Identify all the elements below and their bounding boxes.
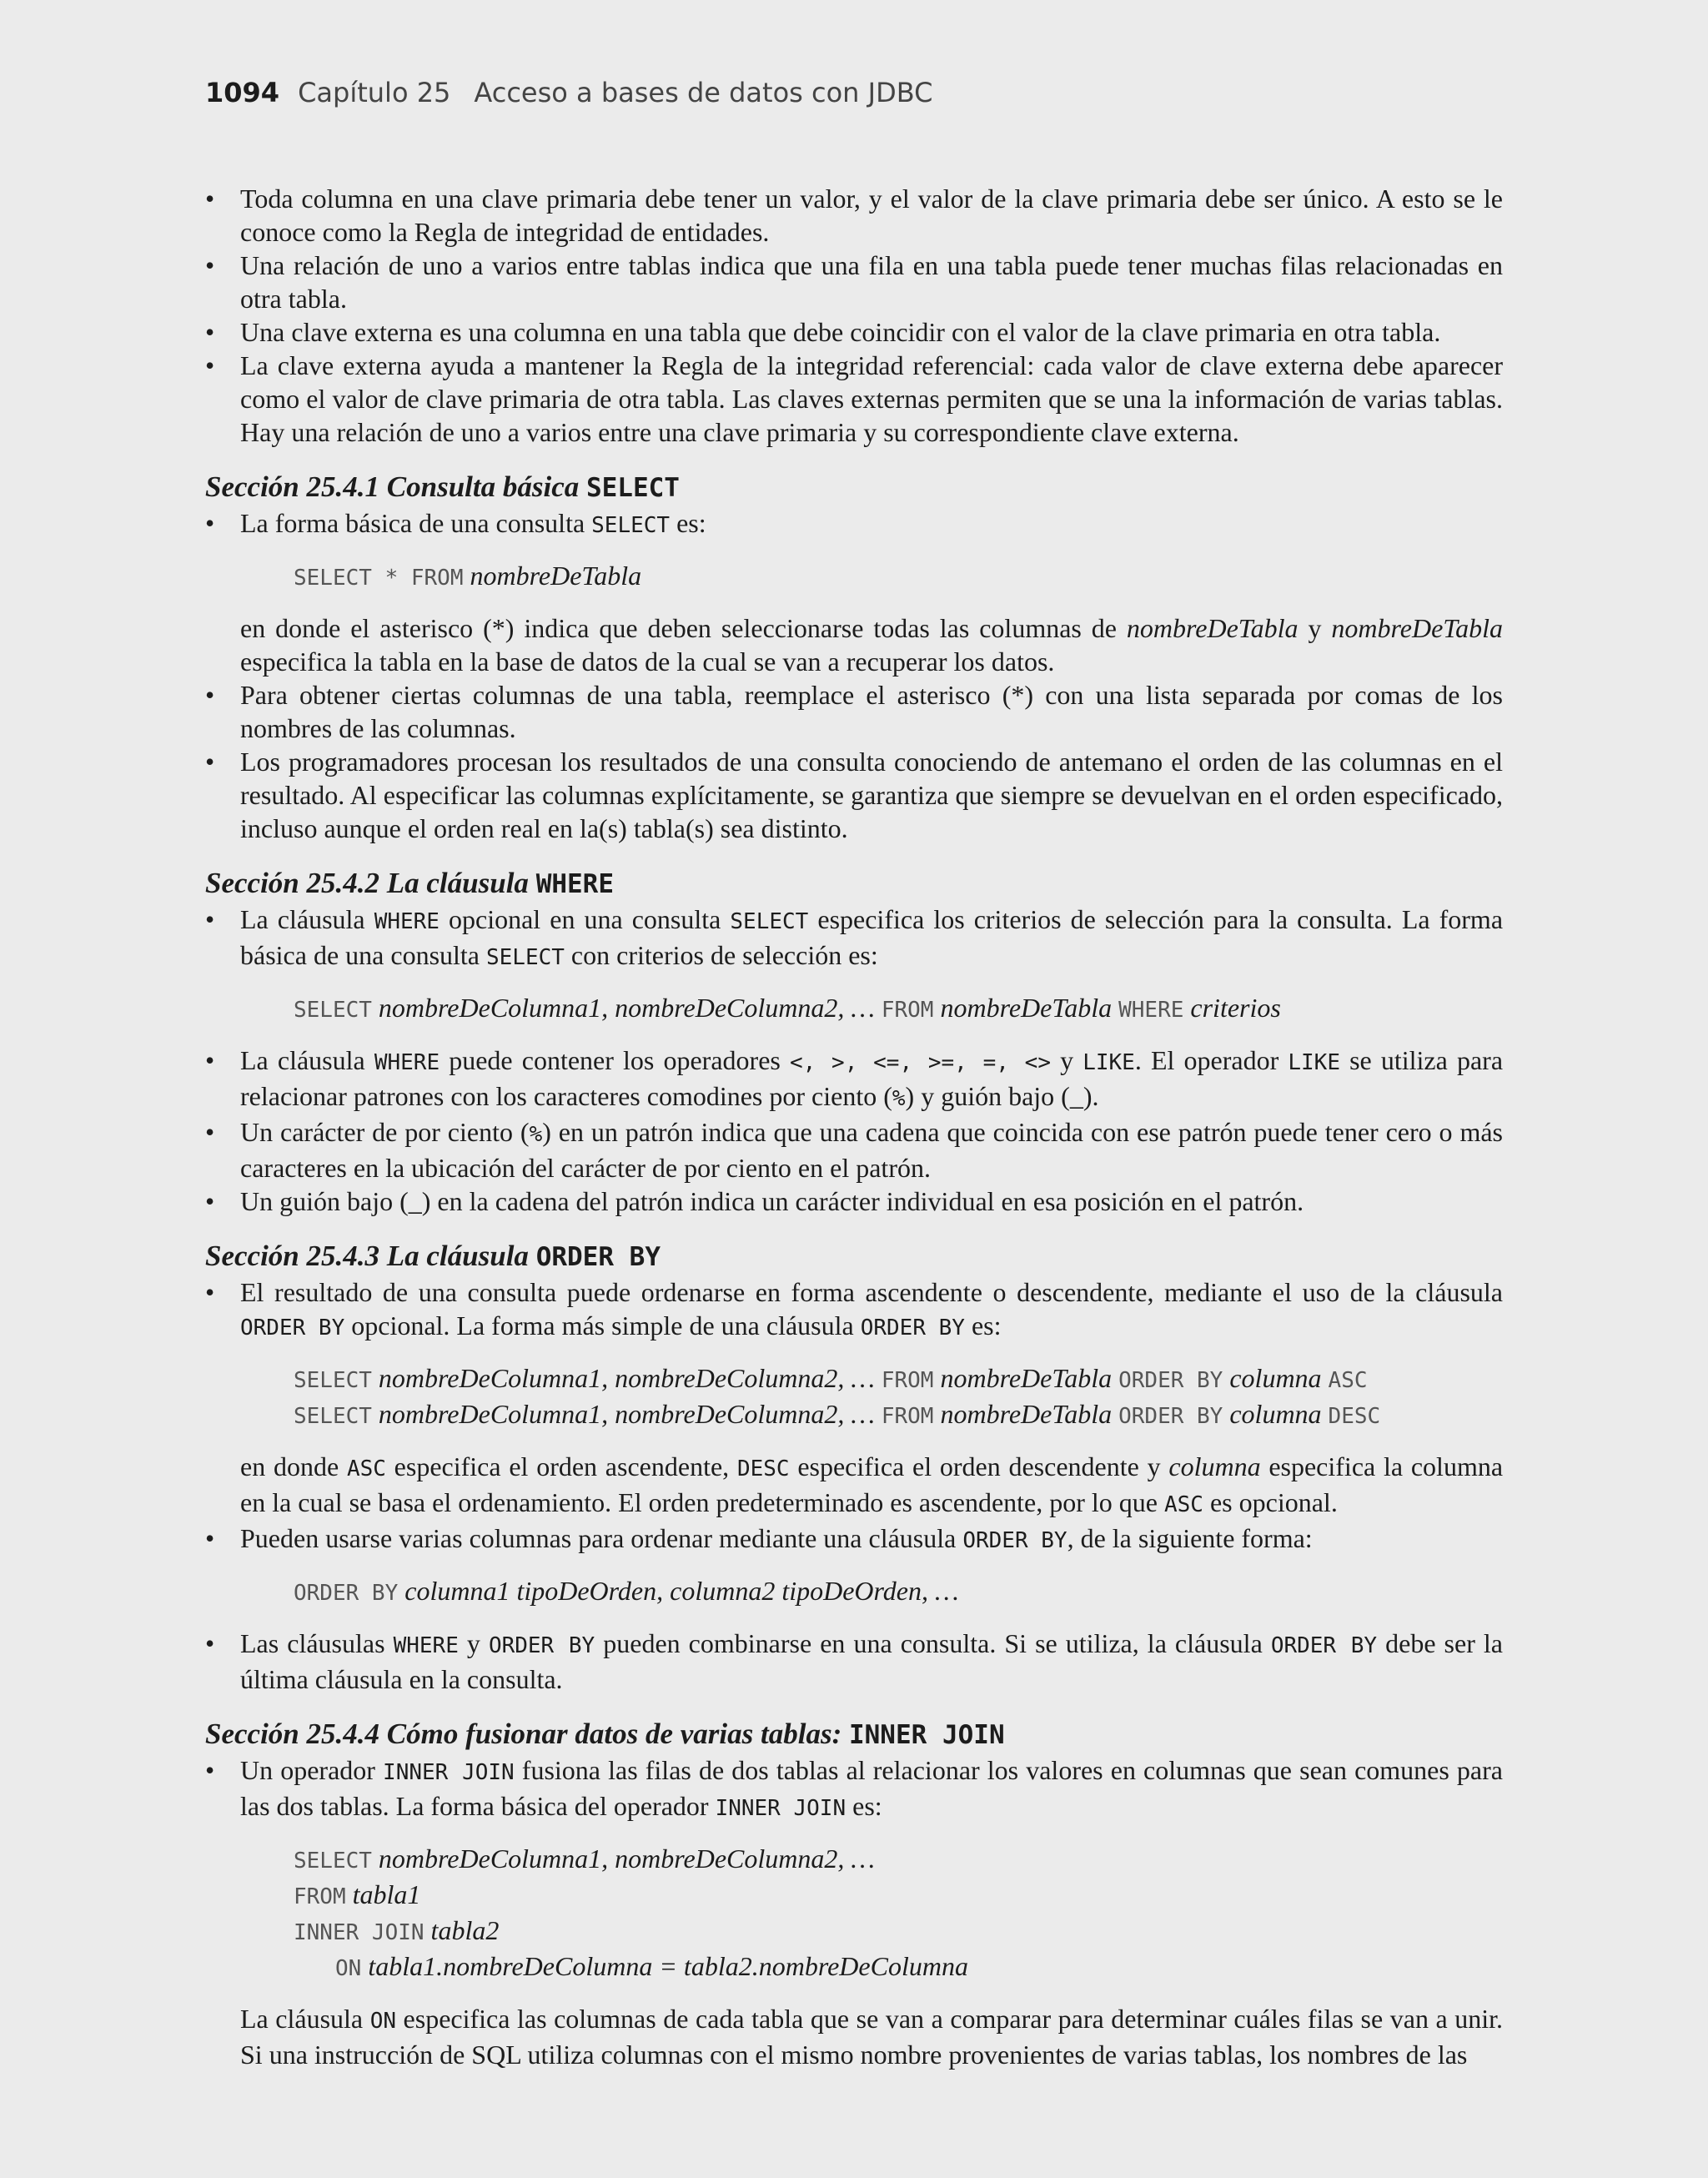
list-item: • La cláusula WHERE puede contener los operadores <, >, <=, >=, =, <> y LIKE. El operador LIKE se utiliza para relacionar patrones con los caracteres comodines por ciento (%) y guión bajo (_). [205, 1044, 1503, 1115]
section-heading: Sección 25.4.3 La cláusula ORDER BY [205, 1240, 661, 1272]
code-block: SELECT * FROM nombreDeTabla [294, 561, 642, 591]
code-block [205, 1842, 1503, 1985]
section-heading: Sección 25.4.4 Cómo fusionar datos de varias tablas: INNER JOIN [205, 1718, 1005, 1750]
chapter-label: Capítulo 25 [298, 77, 451, 108]
page-content [205, 182, 1503, 2071]
code-block: SELECT nombreDeColumna1, nombreDeColumna2, … FROM nombreDeTabla WHERE criterios [294, 993, 1281, 1023]
code-block [205, 1361, 1503, 1433]
code-line: ON tabla1.nombreDeColumna = tabla2.nombreDeColumna [335, 1951, 968, 1981]
list-item: • Una clave externa es una columna en una tabla que debe coincidir con el valor de la clave primaria en otra tabla. [205, 315, 1503, 349]
list-item: • Pueden usarse varias columnas para ordenar mediante una cláusula ORDER BY, de la siguiente forma: [205, 1522, 1503, 1557]
code-block: ORDER BY columna1 tipoDeOrden, columna2 tipoDeOrden, … [294, 1576, 959, 1606]
running-header [205, 77, 932, 108]
list-item: • Los programadores procesan los resultados de una consulta conociendo de antemano el orden de las columnas en el resultado. Al especificar las columnas explícitamente, se garantiza que siempre se devuelvan en el orden especificado, incluso aunque el orden real en la(s) tabla(s) sea distinto. [205, 745, 1503, 845]
code-line: SELECT nombreDeColumna1, nombreDeColumna2, … FROM nombreDeTabla ORDER BY columna DESC [294, 1399, 1381, 1429]
list-item: • La forma básica de una consulta SELECT es: [205, 506, 1503, 542]
code-line: INNER JOIN tabla2 [294, 1915, 500, 1945]
list-item: • Un operador INNER JOIN fusiona las filas de dos tablas al relacionar los valores en columnas que sean comunes para las dos tablas. La forma básica del operador INNER JOIN es: [205, 1753, 1503, 1825]
code-line: SELECT nombreDeColumna1, nombreDeColumna2, … FROM nombreDeTabla ORDER BY columna ASC [294, 1363, 1368, 1393]
page-number: 1094 [205, 77, 280, 108]
paragraph: La cláusula ON especifica las columnas de cada tabla que se van a comparar para determinar cuáles filas se van a unir. Si una instrucción de SQL utiliza columnas con el mismo nombre provenientes de varias tablas, los nombres de las [240, 2004, 1504, 2070]
list-item: • Para obtener ciertas columnas de una tabla, reemplace el asterisco (*) con una lista separada por comas de los nombres de las columnas. [205, 678, 1503, 745]
list-item: • La cláusula WHERE opcional en una consulta SELECT especifica los criterios de selección para la consulta. La forma básica de una consulta SELECT con criterios de selección es: [205, 903, 1503, 974]
list-item: • El resultado de una consulta puede ordenarse en forma ascendente o descendente, mediante el uso de la cláusula ORDER BY opcional. La forma más simple de una cláusula ORDER BY es: [205, 1275, 1503, 1345]
code-line: SELECT nombreDeColumna1, nombreDeColumna2, … [294, 1844, 875, 1874]
list-item: • Una relación de uno a varios entre tablas indica que una fila en una tabla puede tener muchas filas relacionadas en otra tabla. [205, 249, 1503, 315]
paragraph: en donde ASC especifica el orden ascendente, DESC especifica el orden descendente y columna especifica la columna en la cual se basa el ordenamiento. El orden predeterminado es ascendente, por lo que ASC es opcional. [240, 1451, 1504, 1517]
chapter-title: Acceso a bases de datos con JDBC [474, 77, 933, 108]
list-item: • Un guión bajo (_) en la cadena del patrón indica un carácter individual en esa posición en el patrón. [205, 1185, 1503, 1218]
section-heading: Sección 25.4.2 La cláusula WHERE [205, 867, 615, 899]
list-item: • Toda columna en una clave primaria debe tener un valor, y el valor de la clave primaria debe ser único. A esto se le conoce como la Regla de integridad de entidades. [205, 182, 1503, 249]
list-item: • Las cláusulas WHERE y ORDER BY pueden combinarse en una consulta. Si se utiliza, la cláusula ORDER BY debe ser la última cláusula en la consulta. [205, 1627, 1503, 1696]
list-item: • Un carácter de por ciento (%) en un patrón indica que una cadena que coincida con ese patrón puede tener cero o más caracteres en la ubicación del carácter de por ciento en el patrón. [205, 1115, 1503, 1185]
list-item: • La clave externa ayuda a mantener la Regla de la integridad referencial: cada valor de clave externa debe aparecer como el valor de clave primaria de otra tabla. Las claves externas permiten que se una la información de varias tablas. Hay una relación de uno a varios entre una clave primaria y su correspondiente clave externa. [205, 349, 1503, 449]
code-line: FROM tabla1 [294, 1879, 421, 1909]
section-heading: Sección 25.4.1 Consulta básica SELECT [205, 470, 680, 503]
paragraph: en donde el asterisco (*) indica que deben seleccionarse todas las columnas de nombreDeTabla y nombreDeTabla especifica la tabla en la base de datos de la cual se van a recuperar los datos. [240, 613, 1504, 677]
